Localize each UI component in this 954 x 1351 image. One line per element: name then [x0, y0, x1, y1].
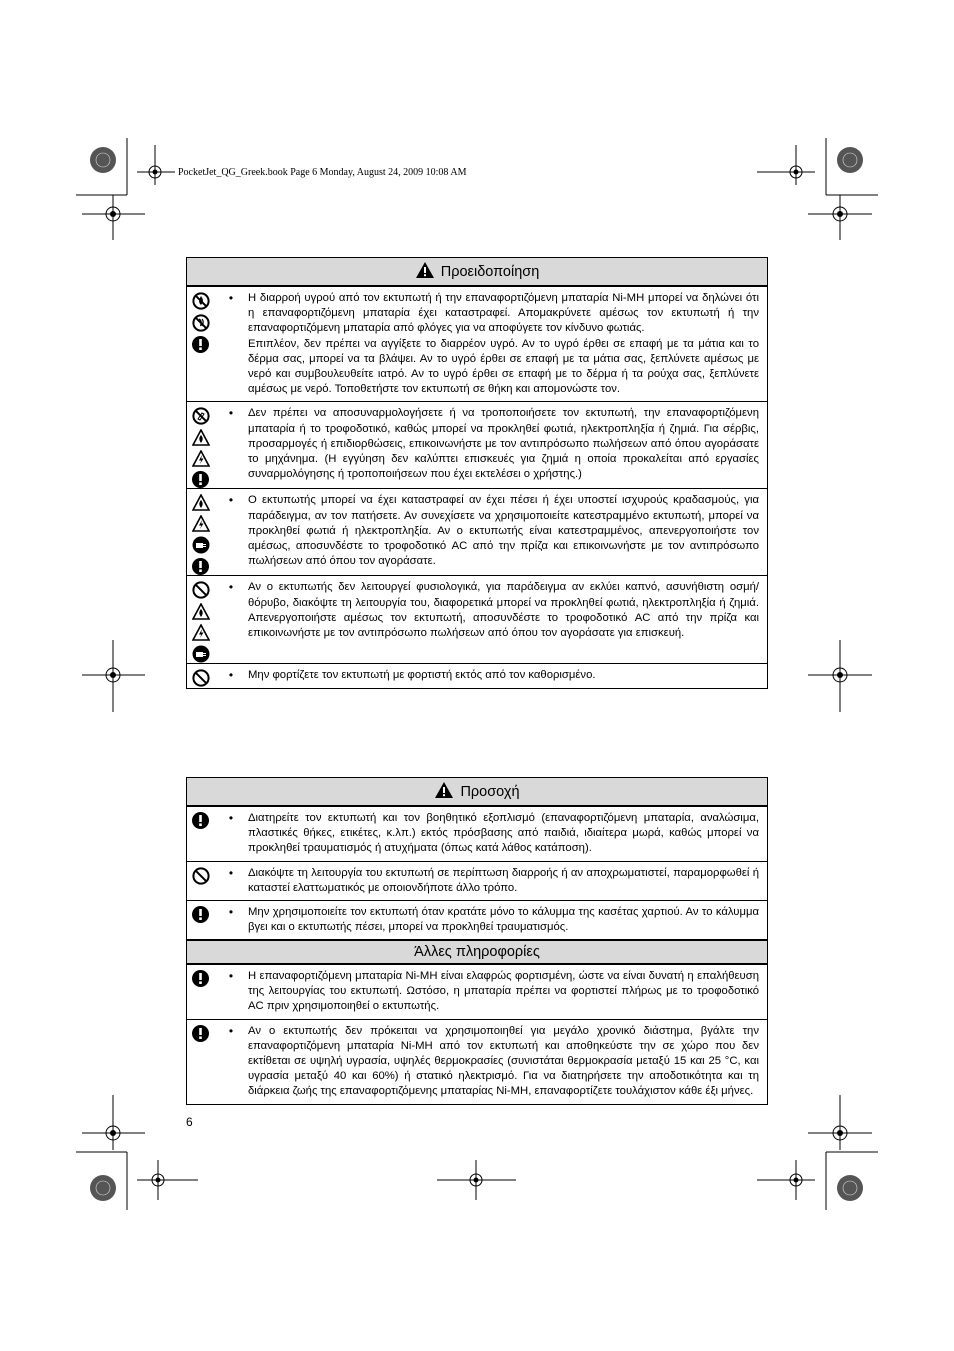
mandatory-icon [192, 812, 209, 829]
table-row [187, 900, 767, 939]
row-icons [187, 862, 214, 900]
mandatory-icon [192, 336, 209, 353]
table-row [187, 964, 767, 1019]
row-text [248, 402, 767, 488]
bullet: • [228, 580, 234, 595]
paragraph: Αν ο εκτυπωτής δεν λειτουργεί φυσιολογικά, για παράδειγμα αν εκλύει καπνό, ασυνήθιστη οσμή/θόρυβο, διακόψτε τη λειτουργία του, διαφορετικά μπορεί να προκληθεί φωτιά, ηλεκτροπληξία ή ζημιά. Απενεργοποιήστε αμέσως τον εκτυπωτή, αποσυνδέστε το τροφοδοτικό AC από την πρίζα και επικοινωνήστε με τον αντιπρόσωπο πωλήσεων από όπου τον αγοράσατε για επισκευή. [248, 581, 759, 640]
unplug-icon [192, 536, 210, 554]
no-flame-icon [192, 314, 210, 332]
row-text [248, 965, 767, 1019]
page-number: 6 [186, 1115, 193, 1129]
table-row [187, 663, 767, 687]
warning-triangle-icon [434, 781, 454, 803]
other-info-title: Άλλες πληροφορίες [414, 944, 540, 960]
row-text [248, 807, 767, 861]
prohibited-icon [192, 867, 210, 885]
mandatory-icon [192, 471, 209, 488]
warning-triangle-icon [415, 261, 435, 283]
other-info-section [186, 940, 768, 1105]
warning-section [186, 257, 768, 689]
paragraph: Δεν πρέπει να αποσυναρμολογήσετε ή να τροποποιήσετε τον εκτυπωτή, την επαναφορτιζόμενη μπαταρία ή το τροφοδοτικό, καθώς μπορεί να προκληθεί φωτιά, ηλεκτροπληξία ή ζημιά. Για σέρβις, προσαρμογές ή επιδιορθώσεις, επικοινωνήστε με τον αντιπρόσωπο πωλήσεων από όπου αγοράσατε το μηχάνημα. (Η εγγύηση δεν καλύπτει επισκευές για ζημιά η οποία προκαλείται από εργασίες συναρμολόγησης ή τροποποιήσεων που έχει εκτελέσει ο χρήστης.) [248, 407, 759, 481]
row-icons [187, 1020, 214, 1104]
table-row [187, 401, 767, 488]
paragraph: Μην χρησιμοποιείτε τον εκτυπωτή όταν κρατάτε μόνο το κάλυμμα της κασέτας χαρτιού. Αν το κάλυμμα βγει και ο εκτυπωτής πέσει, μπορεί να προκληθεί τραυματισμός. [248, 906, 759, 934]
paragraph: Η επαναφορτιζόμενη μπαταρία Ni-MH είναι ελαφρώς φορτισμένη, ώστε να είναι δυνατή η επαλήθευση της λειτουργίας του εκτυπωτή. Ωστόσο, η μπαταρία πρέπει να φορτιστεί πλήρως με το τροφοδοτικό AC πριν χρησιμοποιηθεί ο εκτυπωτής. [248, 970, 759, 1013]
table-row [187, 1019, 767, 1104]
table-row [187, 806, 767, 861]
electric-shock-icon [192, 624, 210, 641]
bullet: • [228, 969, 234, 983]
mandatory-icon [192, 558, 209, 575]
table-row [187, 575, 767, 663]
no-fire-icon [192, 292, 210, 310]
row-icons [187, 576, 214, 663]
caution-title: Προσοχή [460, 783, 520, 800]
mandatory-icon [192, 906, 209, 923]
bullet: • [228, 1023, 234, 1038]
paragraph: Η διαρροή υγρού από τον εκτυπωτή ή την επαναφορτιζόμενη μπαταρία Ni-MH μπορεί να δηλώνει ότι η επαναφορτιζόμενη μπαταρία έχει καταστραφεί. Απομακρύνετε αμέσως τον εκτυπωτή ή την επαναφορτιζόμενη μπαταρία από φλόγες για να αποφύγετε τον κίνδυνο φωτιάς. [248, 292, 759, 335]
bullet: • [228, 865, 234, 880]
no-disassembly-icon [192, 407, 210, 425]
row-text [248, 287, 767, 401]
other-info-rows [187, 964, 767, 1104]
bullet: • [228, 493, 234, 508]
row-icons [187, 901, 214, 939]
row-text [248, 489, 767, 575]
paragraph: Μην φορτίζετε τον εκτυπωτή με φορτιστή εκτός από τον καθορισμένο. [248, 669, 596, 682]
row-icons [187, 287, 214, 401]
electric-shock-icon [192, 450, 210, 467]
row-text [248, 576, 767, 663]
fire-hazard-icon [192, 494, 210, 511]
row-text [248, 901, 767, 939]
file-header: PocketJet_QG_Greek.book Page 6 Monday, August 24, 2009 10:08 AM [178, 167, 467, 178]
mandatory-icon [192, 970, 209, 987]
caution-title-bar [187, 778, 767, 806]
paragraph: Διακόψτε τη λειτουργία του εκτυπωτή σε περίπτωση διαρροής ή αν αποχρωματιστεί, παραμορφωθεί ή καταστεί ελαττωματικός με οποιονδήποτε άλλο τρόπο. [248, 866, 759, 894]
table-row [187, 488, 767, 575]
fire-hazard-icon [192, 429, 210, 446]
paragraph: Διατηρείτε τον εκτυπωτή και τον βοηθητικό εξοπλισμό (επαναφορτιζόμενη μπαταρία, αναλώσιμα, πλαστικές θήκες, ετικέτες, κ.λπ.) εκτός πρόσβασης από παιδιά, ιδιαίτερα μωρά, καθώς μπορεί να προκληθεί τραυματισμός ή ατυχήματα (όπως κατά λάθος κατάποση). [248, 812, 759, 855]
paragraph: Επιπλέον, δεν πρέπει να αγγίξετε το διαρρέον υγρό. Αν το υγρό έρθει σε επαφή με τα μάτια και το δέρμα σας, μπορεί να τα βλάψει. Αν το υγρό έρθει σε επαφή με τα μάτια σας, ξεπλύνετε αμέσως με νερό και συμβουλευθείτε ιατρό. Αν το υγρό έρθει σε επαφή με το δέρμα ή τα ρούχα σας, ξεπλύνετε αμέσως με νερό. Τοποθετήστε τον εκτυπωτή σε θήκη και απομονώστε τον. [248, 337, 759, 396]
unplug-icon [192, 645, 210, 663]
caution-section [186, 777, 768, 940]
warning-title: Προειδοποίηση [440, 263, 540, 280]
prohibited-icon [192, 581, 210, 599]
row-icons [187, 807, 214, 861]
row-icons [187, 965, 214, 1019]
bullet: • [228, 905, 234, 920]
row-text [248, 1020, 767, 1104]
caution-rows [187, 806, 767, 939]
mandatory-icon [192, 1025, 209, 1042]
row-icons [187, 664, 214, 687]
row-icons [187, 402, 214, 488]
paragraph: Ο εκτυπωτής μπορεί να έχει καταστραφεί αν έχει πέσει ή έχει υποστεί ισχυρούς κραδασμούς, για παράδειγμα, αν τον πατήσετε. Αν συνεχίσετε να χρησιμοποιείτε κατεστραμμένο εκτυπωτή, μπορεί να προκληθεί φωτιά ή ηλεκτροπληξία. Αν ο εκτυπωτής είναι κατεστραμμένος, απενεργοποιήστε τον αμέσως, αποσυνδέστε το τροφοδοτικό AC από την πρίζα και επικοινωνήστε με τον αντιπρόσωπο πωλήσεων από όπου τον αγοράσατε. [248, 494, 759, 568]
other-info-title-bar [187, 941, 767, 964]
row-text [248, 664, 767, 687]
row-icons [187, 489, 214, 575]
table-row [187, 286, 767, 401]
bullet: • [228, 668, 234, 683]
bullet: • [228, 406, 234, 421]
fire-hazard-icon [192, 603, 210, 620]
table-row [187, 861, 767, 900]
bullet: • [228, 291, 234, 305]
paragraph: Αν ο εκτυπωτής δεν πρόκειται να χρησιμοποιηθεί για μεγάλο χρονικό διάστημα, βγάλτε την επαναφορτιζόμενη μπαταρία Ni-MH από τον εκτυπωτή και αποθηκεύστε την σε χώρο που δεν εκτίθεται σε υψηλή υγρασία, υψηλές θερμοκρασίες (συνιστάται θερμοκρασία μεταξύ 15 και 25 °C, και υγρασία μεταξύ 40 και 60%) ή στατικό ηλεκτρισμό. Για να διατηρήσετε την αποδοτικότητα και τη διάρκεια ζωής της επαναφορτιζόμενης μπαταρίας Ni-MH, επαναφορτίζετε τουλάχιστον κάθε έξι μήνες. [248, 1024, 759, 1098]
warning-rows [187, 286, 767, 688]
prohibited-icon [192, 669, 210, 687]
row-text [248, 862, 767, 900]
warning-title-bar [187, 258, 767, 286]
bullet: • [228, 811, 234, 825]
electric-shock-icon [192, 515, 210, 532]
